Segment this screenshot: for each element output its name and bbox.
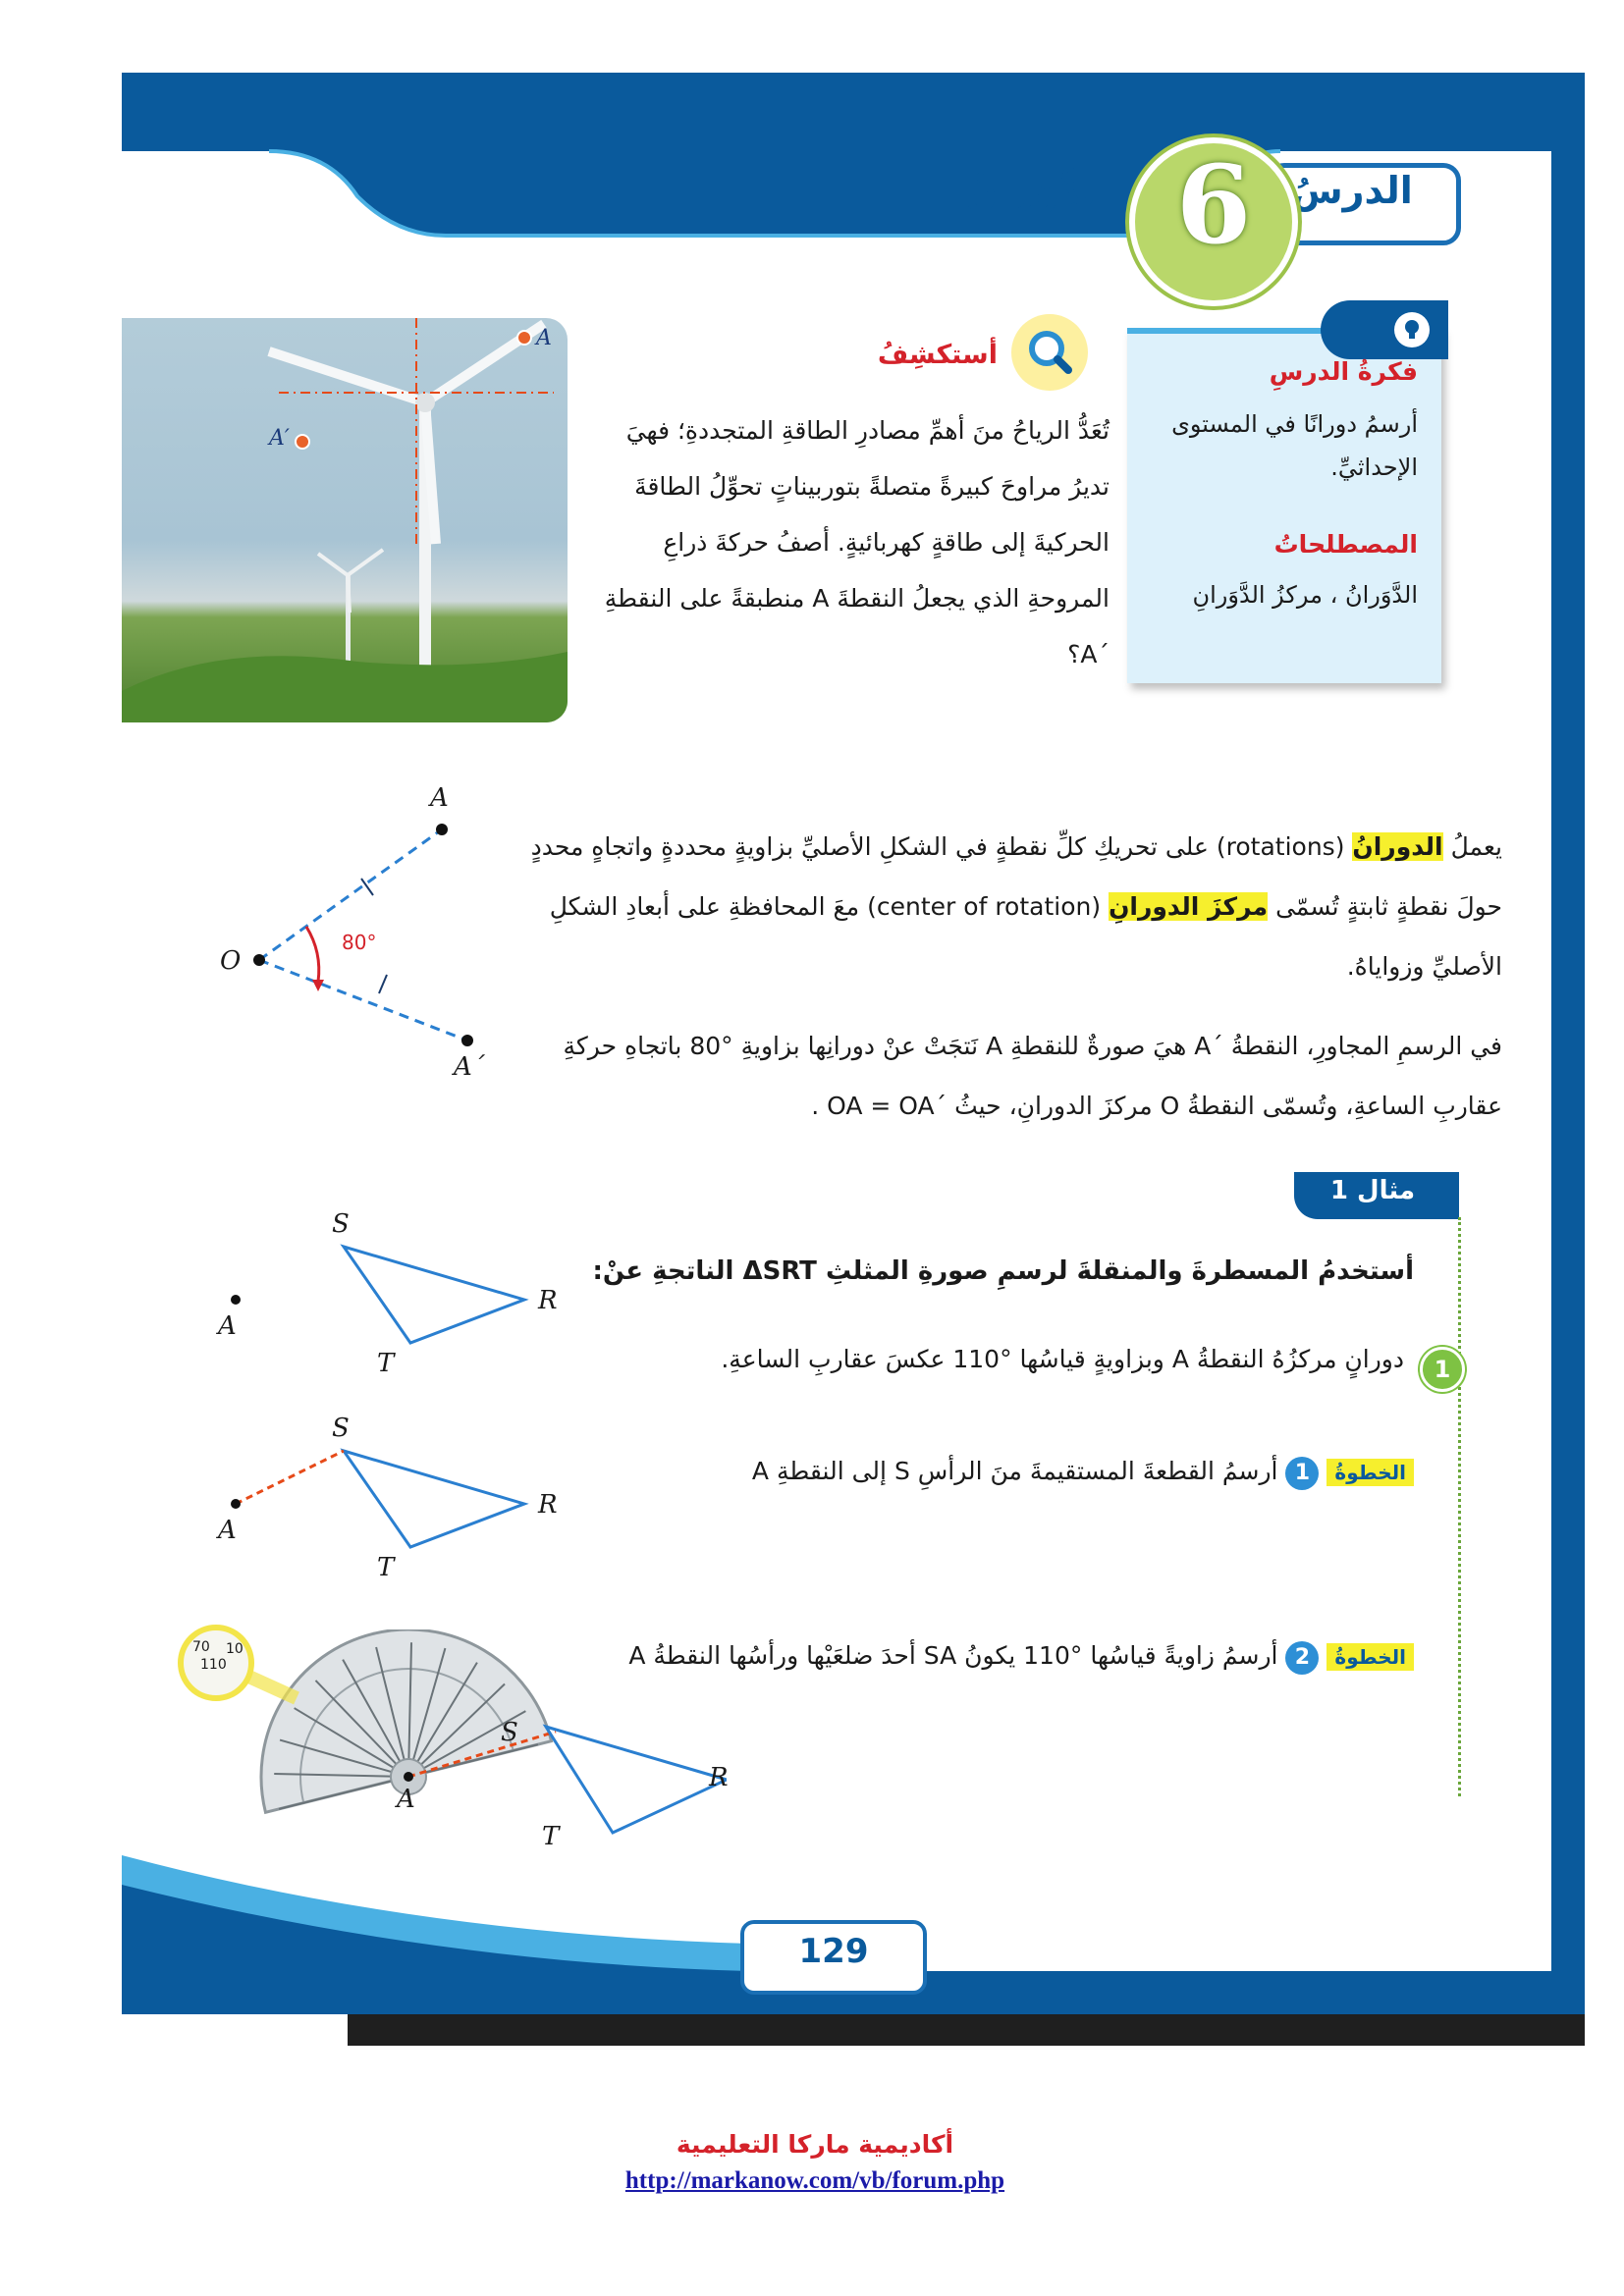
zoom-value-110: 110 [200,1657,227,1673]
rot-angle-label: 80° [342,931,377,954]
explore-title: أستكشِفُ [877,340,998,370]
example-paragraph: في الرسمِ المجاورِ، النقطةُ ´A هيَ صورةٌ للنقطةِ A نَتجَتْ عنْ دورانِها بزاويةِ °80 باتجاهِ حركةِ عقاربِ الساعةِ، وتُسمّى النقطةُ O مركزَ الدورانِ، حيثُ ´OA = OA . [563,1032,1502,1120]
example-border [1458,1217,1461,1796]
tri1-label-t: T [377,1349,395,1378]
lesson-word: الدرسُ [1291,169,1413,212]
term-rotation: الدورانُ [1352,832,1443,861]
step-2-text: أرسمُ زاويةً قياسُها °110 يكونُ SA أحدَ ضلعَيْها ورأسُها النقطةُ A [628,1641,1278,1670]
rot-label-a: A [430,783,449,813]
tri2-label-t: T [377,1553,395,1582]
header-bar [122,73,1585,151]
lesson-number: 6 [1175,141,1252,268]
lesson-title: الدَّوَرانُ [964,169,1110,214]
definition-part2: (rotations) على تحريكِ كلِّ نقطةٍ في الشكلِ الأصليِّ بزاويةٍ محددةٍ واتجاهٍ محددٍ حولَ نقطةٍ ثابتةٍ تُسمّى [530,832,1502,921]
tri3-label-r: R [709,1763,729,1792]
wind-turbine-photo [122,318,568,722]
tri3-label-a: A [397,1785,415,1814]
terms-title: المصطلحاتُ [1273,530,1418,559]
definition-paragraph [520,817,1502,996]
tri3-label-s: S [501,1718,518,1747]
photo-label-a-prime: A′ [269,426,290,451]
page-number: 129 [798,1932,869,1971]
step-1-text: أرسمُ القطعةَ المستقيمةَ منَ الرأسِ S إلى النقطةِ A [751,1457,1278,1485]
tri2-label-a: A [218,1516,237,1545]
example-question: أستخدمُ المسطرةَ والمنقلةَ لرسمِ صورةِ المثلثِ ΔSRT الناتجةِ عنْ: [592,1256,1414,1286]
idea-title: فكرةُ الدرسِ [1269,357,1418,386]
tri2-label-s: S [332,1414,350,1443]
lightbulb-icon [1394,312,1430,347]
definition-part1: يعملُ [1442,832,1502,861]
zoom-value-10: 10 [226,1641,244,1657]
tri1-label-r: R [538,1286,558,1315]
terms-text: الدَّوَرانُ ، مركزُ الدَّوَرانِ [1192,581,1418,609]
side-bar [1551,73,1585,1987]
step-1-number: 1 [1285,1457,1319,1490]
turbine-drawing [122,318,568,722]
protractor-figure [177,1629,727,1855]
academy-name: أكاديمية ماركا التعليمية [676,2130,954,2159]
step-2-label: الخطوةُ [1326,1643,1414,1671]
tri1-label-a: A [218,1311,237,1341]
example-label: مثال 1 [1329,1176,1416,1205]
item-1-text: دورانٍ مركزُهُ النقطةُ A وبزاويةٍ قياسُها °110 عكسَ عقاربِ الساعةِ. [721,1345,1404,1373]
idea-text: أرسمُ دورانًا في المستوى الإحداثيِّ. [1171,410,1418,481]
step-2-number: 2 [1285,1641,1319,1675]
rot-label-a-prime: A´ [454,1052,485,1082]
definition-part3: (center of rotation) معَ المحافظةِ على أبعادِ الشكلِ الأصليِّ وزواياهُ. [549,892,1502,981]
tri3-label-t: T [542,1822,560,1851]
tri2-label-r: R [538,1490,558,1520]
academy-url-link[interactable]: http://markanow.com/vb/forum.php [624,2167,1005,2194]
term-center: مركزَ الدورانِ [1109,892,1269,921]
rot-label-o: O [220,946,242,976]
triangle-figure-2 [196,1414,569,1571]
taskbar-strip [348,2014,1585,2046]
zoom-value-70: 70 [192,1639,210,1655]
explore-text: تُعَدُّ الرياحُ منَ أهمِّ مصادرِ الطاقةِ المتجددةِ؛ فهيَ تديرُ مراوحَ كبيرةً متصلةً بتوربيناتٍ تحوِّلُ الطاقةَ الحركيةَ إلى طاقةٍ كهربائيةٍ. أصفُ حركةَ ذراعِ المروحةِ الذي يجعلُ النقطةَ A منطبقةً على النقطةِ ´A؟ [604,416,1110,668]
photo-label-a: A [536,326,552,350]
step-1-label: الخطوةُ [1326,1459,1414,1486]
magnifier-icon [1011,314,1088,391]
item-1-badge: 1 [1420,1347,1465,1392]
tri1-label-s: S [332,1209,350,1239]
step-1-row [550,1457,1414,1490]
